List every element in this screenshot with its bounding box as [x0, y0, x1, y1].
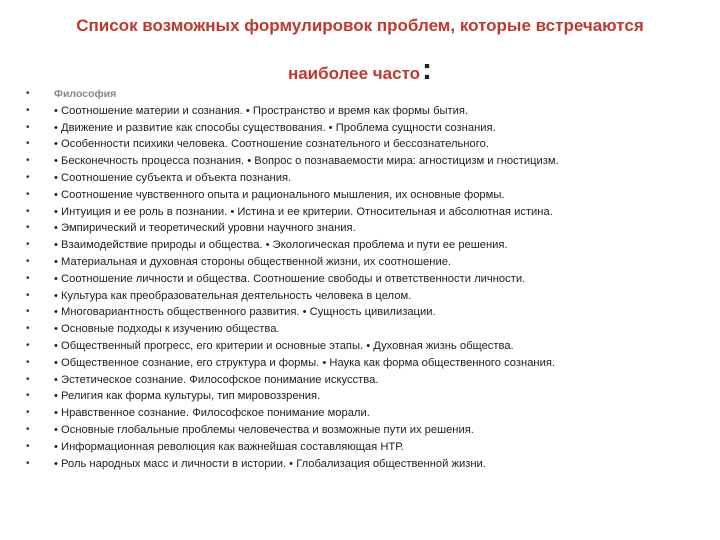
bullet-icon: • [26, 121, 30, 133]
bullet-icon: • [26, 407, 30, 419]
list-item-text: • Соотношение личности и общества. Соотношение свободы и ответственности личности. [54, 272, 526, 285]
bullet-icon: • [26, 205, 30, 217]
list-item [26, 220, 706, 237]
topic-list [26, 86, 706, 472]
page-title [40, 16, 680, 86]
bullet-icon: • [26, 457, 30, 469]
list-item-text: • Взаимодействие природы и общества. • Экологическая проблема и пути ее решения. [54, 239, 508, 252]
bullet-icon: • [26, 440, 30, 452]
list-item-text: • Религия как форма культуры, тип мировоззрения. [54, 390, 321, 403]
list-item [26, 288, 706, 305]
list-item-text: • Бесконечность процесса познания. • Вопрос о познаваемости мира: агностицизм и гностицизм. [54, 155, 559, 168]
bullet-icon: • [26, 188, 30, 200]
bullet-icon: • [26, 239, 30, 251]
bullet-icon: • [26, 138, 30, 150]
list-item [26, 405, 706, 422]
bullet-icon: • [26, 272, 30, 284]
list-heading-text: Философия [54, 88, 117, 100]
list-item [26, 439, 706, 456]
bullet-icon: • [26, 306, 30, 318]
list-item [26, 456, 706, 473]
list-item [26, 204, 706, 221]
list-item-text: • Общественное сознание, его структура и формы. • Наука как форма общественного сознания. [54, 356, 556, 369]
bullet-icon: • [26, 104, 30, 116]
title-line-1: Список возможных формулировок проблем, которые встречаются [76, 16, 644, 35]
list-item-text: • Соотношение субъекта и объекта познания. [54, 171, 292, 184]
list-item [26, 304, 706, 321]
list-item [26, 103, 706, 120]
list-item-text: • Соотношение материи и сознания. • Пространство и время как формы бытия. [54, 104, 469, 117]
list-item-text: • Культура как преобразовательная деятельность человека в целом. [54, 289, 412, 302]
list-item [26, 355, 706, 372]
list-item [26, 254, 706, 271]
list-item [26, 136, 706, 153]
list-item [26, 237, 706, 254]
list-item-text: • Нравственное сознание. Философское понимание морали. [54, 407, 370, 420]
list-item-text: • Основные подходы к изучению общества. [54, 323, 280, 336]
list-item-text: • Эмпирический и теоретический уровни научного знания. [54, 222, 356, 235]
list-heading [26, 86, 706, 103]
list-item-text: • Многовариантность общественного развития. • Сущность цивилизации. [54, 306, 436, 319]
list-item [26, 187, 706, 204]
bullet-icon: • [26, 390, 30, 402]
list-item [26, 321, 706, 338]
list-item-text: • Соотношение чувственного опыта и рационального мышления, их основные формы. [54, 188, 505, 201]
bullet-icon: • [26, 88, 30, 99]
bullet-icon: • [26, 323, 30, 335]
list-item [26, 170, 706, 187]
list-item-text: • Роль народных масс и личности в истории. • Глобализация общественной жизни. [54, 457, 486, 470]
list-item-text: • Особенности психики человека. Соотношение сознательного и бессознательного. [54, 138, 489, 151]
bullet-icon: • [26, 289, 30, 301]
list-item-text: • Материальная и духовная стороны общественной жизни, их соотношение. [54, 255, 452, 268]
list-item [26, 388, 706, 405]
bullet-icon: • [26, 356, 30, 368]
bullet-icon: • [26, 171, 30, 183]
bullet-icon: • [26, 373, 30, 385]
list-item-text: • Общественный прогресс, его критерии и основные этапы. • Духовная жизнь общества. [54, 339, 514, 352]
list-item [26, 271, 706, 288]
bullet-icon: • [26, 423, 30, 435]
bullet-icon: • [26, 222, 30, 234]
bullet-icon: • [26, 155, 30, 167]
list-item-text: • Эстетическое сознание. Философское понимание искусства. [54, 373, 379, 386]
list-item [26, 120, 706, 137]
title-colon: : [422, 53, 433, 86]
list-item-text: • Информационная революция как важнейшая составляющая НТР. [54, 440, 404, 453]
list-item [26, 338, 706, 355]
bullet-icon: • [26, 255, 30, 267]
list-item [26, 422, 706, 439]
bullet-icon: • [26, 339, 30, 351]
list-item-text: • Движение и развитие как способы существования. • Проблема сущности сознания. [54, 121, 496, 134]
list-item [26, 153, 706, 170]
title-line-2 [40, 53, 680, 86]
list-item-text: • Интуиция и ее роль в познании. • Истина и ее критерии. Относительная и абсолютная истина. [54, 205, 553, 218]
title-line-2-text: наиболее часто [287, 64, 421, 83]
list-item-text: • Основные глобальные проблемы человечества и возможные пути их решения. [54, 423, 474, 436]
list-item [26, 372, 706, 389]
